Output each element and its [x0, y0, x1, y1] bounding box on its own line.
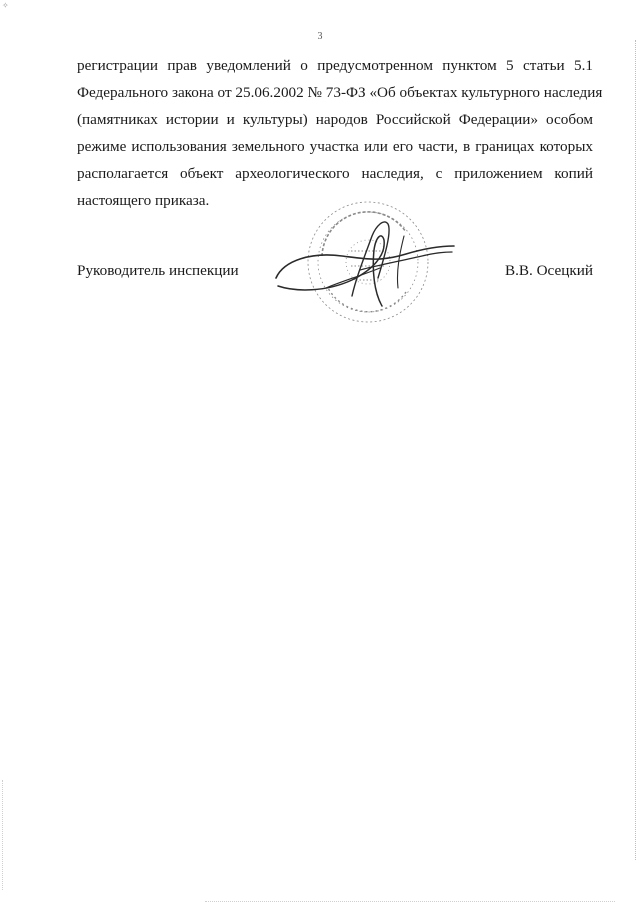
scan-edge-left-divider: [2, 780, 4, 890]
paragraph-line: режиме использования земельного участка или его части, в границах которых: [77, 138, 593, 155]
paragraph-line: (памятниках истории и культуры) народов Российской Федерации» особом: [77, 111, 593, 128]
paragraph-line: Федерального закона от 25.06.2002 № 73-ФЗ «Об объектах культурного наследия: [77, 84, 603, 101]
signer-name: В.В. Осецкий: [504, 262, 593, 279]
scan-edge-right-divider: [634, 40, 636, 860]
paragraph-line: настоящего приказа.: [77, 192, 210, 209]
signer-title: Руководитель инспекции: [77, 262, 239, 279]
paragraph-line: располагается объект археологического наследия, с приложением копий: [77, 165, 593, 182]
signature-block: [77, 262, 593, 286]
scan-edge-bottom-divider: [205, 900, 615, 902]
scan-corner-mark: ✧: [2, 1, 9, 10]
page-number: 3: [317, 31, 323, 42]
paragraph-line: регистрации прав уведомлений о предусмотренном пунктом 5 статьи 5.1: [77, 57, 593, 74]
body-paragraph: [77, 52, 603, 214]
